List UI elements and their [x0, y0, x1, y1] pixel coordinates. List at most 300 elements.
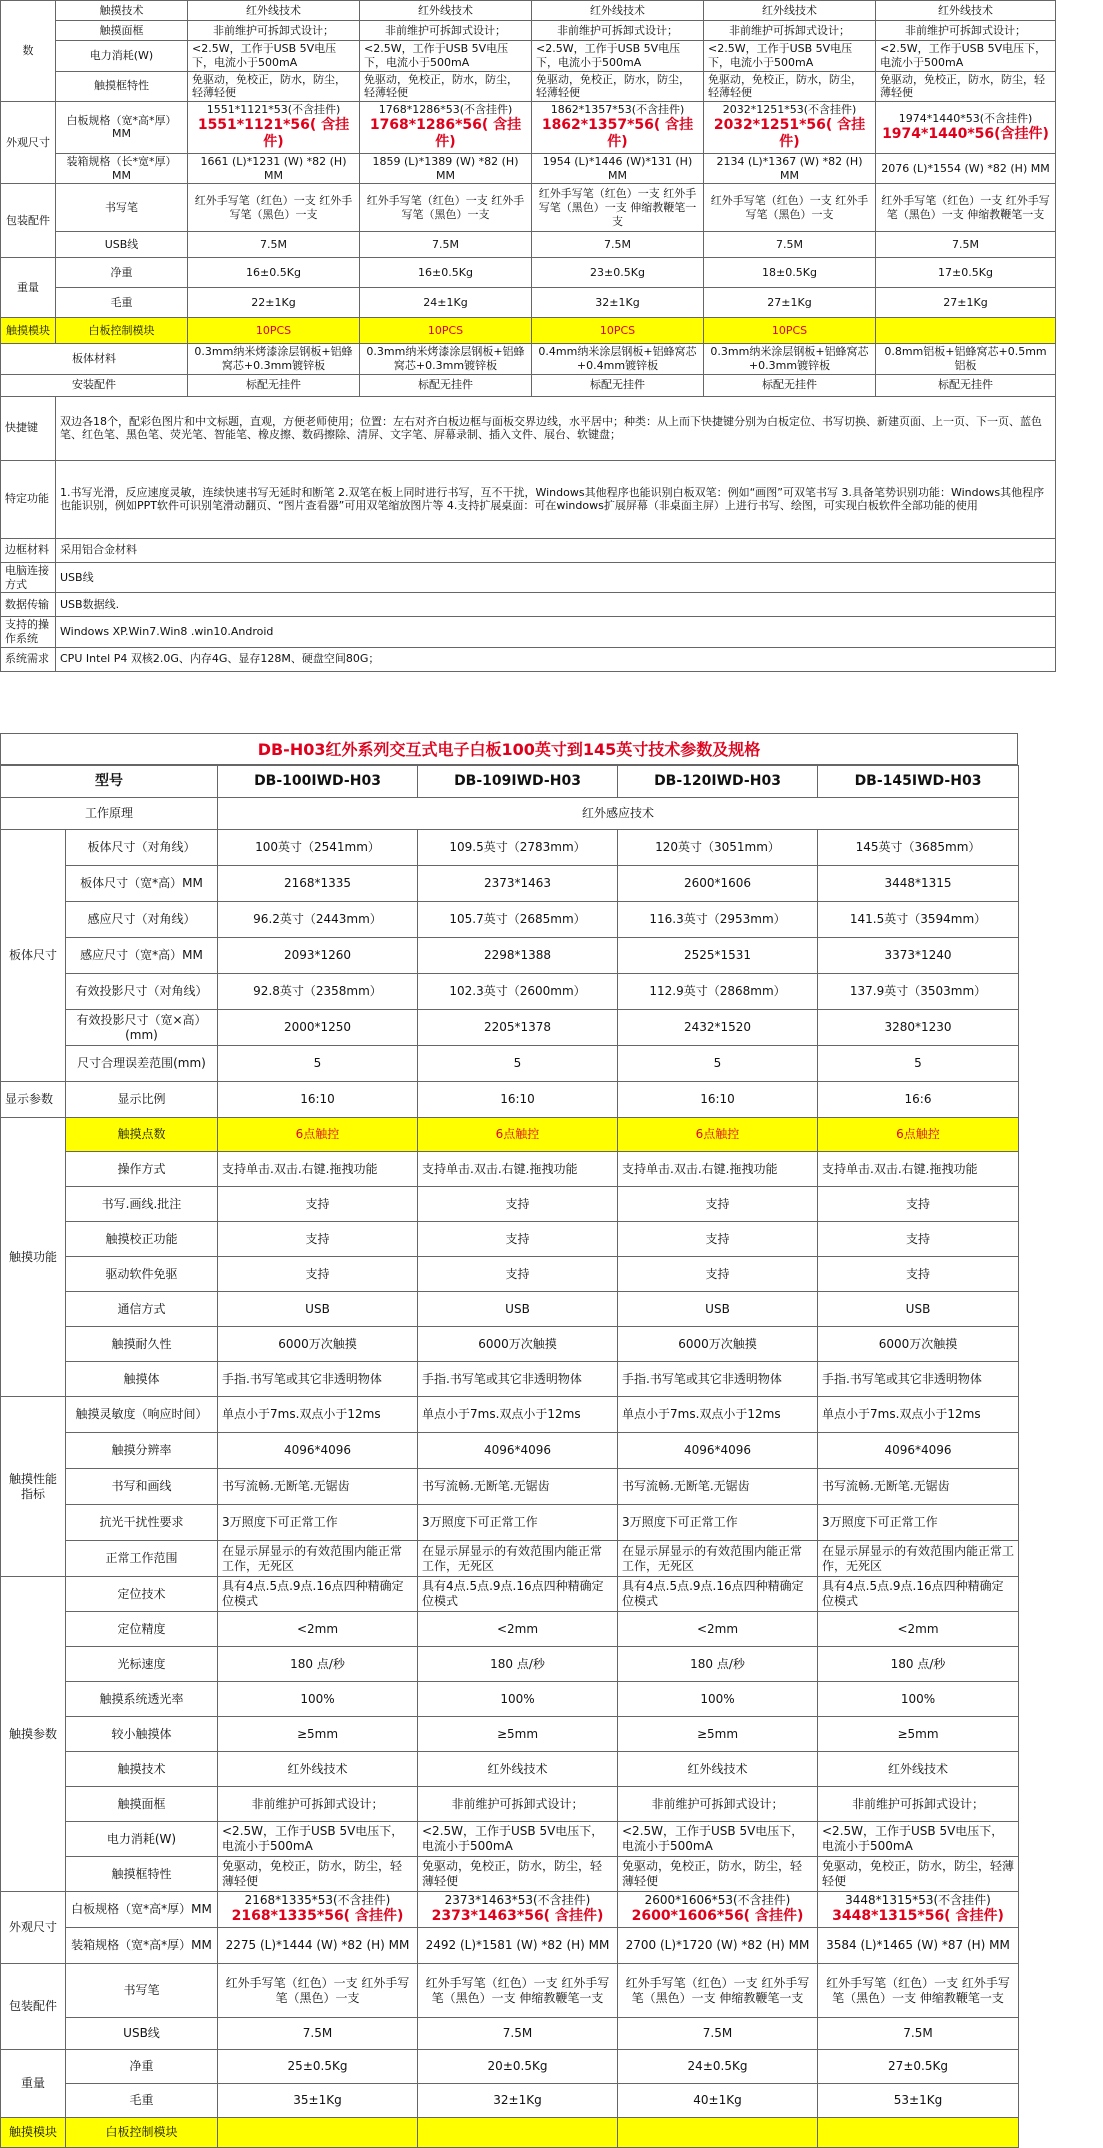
table-row: [1, 1433, 1019, 1469]
value-cell: 免驱动，免校正，防水，防尘，轻薄轻便: [188, 71, 360, 102]
board-size-text: 2373*1463*53(不含挂件): [444, 1893, 591, 1908]
model-name: DB-109IWD-H03: [418, 766, 618, 798]
row-label: 触摸面框: [56, 21, 188, 41]
value-cell: [618, 2118, 818, 2148]
row-label: 白板控制模块: [66, 2118, 218, 2148]
row-label: 较小触摸体: [66, 1717, 218, 1752]
row-label: 感应尺寸（宽*高）MM: [66, 938, 218, 974]
board-size-with-hanger: 1974*1440*56(含挂件): [882, 125, 1049, 142]
table-row: [1, 1292, 1019, 1327]
value-cell: 3万照度下可正常工作: [618, 1505, 818, 1541]
value-cell: <2.5W，工作于USB 5V电压下，电流小于500mA: [218, 1822, 418, 1857]
value-cell: 6点触控: [618, 1118, 818, 1152]
value-cell: 0.3mm纳米烤漆涂层钢板+铝蜂窝芯+0.3mm镀锌板: [360, 344, 532, 375]
group-label: 重量: [1, 258, 56, 318]
value-cell: [218, 2118, 418, 2148]
value-cell: USB: [818, 1292, 1019, 1327]
value-cell: 2093*1260: [218, 938, 418, 974]
table-row: [1, 1082, 1019, 1118]
value-cell: 24±0.5Kg: [618, 2050, 818, 2084]
value-cell: 100%: [818, 1682, 1019, 1717]
value-cell: 非前维护可拆卸式设计；: [532, 21, 704, 41]
value-cell: 10PCS: [532, 318, 704, 344]
value-cell: 4096*4096: [818, 1433, 1019, 1469]
value-cell: 2373*1463: [418, 866, 618, 902]
text-cell: Windows XP.Win7.Win8 .win10.Android: [56, 617, 1056, 648]
row-label: 电力消耗(W): [66, 1822, 218, 1857]
value-cell: 非前维护可拆卸式设计；: [818, 1787, 1019, 1822]
group-label: 触摸性能指标: [1, 1397, 66, 1577]
table-row: [1, 1612, 1019, 1647]
value-cell: 4096*4096: [418, 1433, 618, 1469]
value-cell: 5: [618, 1046, 818, 1082]
board-size-text: 3448*1315*53(不含挂件): [845, 1893, 991, 1908]
group-label: 触摸功能: [1, 1118, 66, 1397]
value-cell: 4096*4096: [618, 1433, 818, 1469]
value-cell: 6000万次触摸: [418, 1327, 618, 1362]
board-size-with-hanger: 1551*1121*56( 含挂件): [197, 116, 350, 151]
text-cell: CPU Intel P4 双核2.0G、内存4G、显存128M、硬盘空间80G；: [56, 647, 1056, 671]
table-row: [1, 153, 1056, 184]
table-row: [1, 766, 1019, 798]
model-label: 型号: [1, 766, 218, 798]
row-label: 毛重: [66, 2084, 218, 2118]
spec-table-continued: [0, 0, 1056, 672]
value-cell: 3584 (L)*1465 (W) *87 (H) MM: [818, 1928, 1019, 1964]
value-cell: 2134 (L)*1367 (W) *82 (H) MM: [704, 153, 876, 184]
value-cell: 2525*1531: [618, 938, 818, 974]
value-cell: 红外手写笔（红色）一支 红外手写笔（黑色）一支 伸缩教鞭笔一支: [618, 1964, 818, 2018]
value-cell: 17±0.5Kg: [876, 258, 1056, 288]
value-cell: 具有4点.5点.9点.16点四种精确定位模式: [218, 1577, 418, 1612]
row-label: 板体尺寸（对角线）: [66, 830, 218, 866]
board-size-text: 1551*1121*53(不含挂件): [206, 103, 341, 116]
value-cell: 非前维护可拆卸式设计；: [360, 21, 532, 41]
value-cell: 2000*1250: [218, 1010, 418, 1046]
spec-table-h03: [0, 765, 1019, 2148]
value-cell: 支持: [618, 1222, 818, 1257]
group-label: 显示参数: [1, 1082, 66, 1118]
value-cell: 7.5M: [218, 2018, 418, 2050]
row-label: 白板规格（宽*高*厚）MM: [56, 102, 188, 154]
value-cell: 0.4mm纳米涂层钢板+铝蜂窝芯+0.4mm镀锌板: [532, 344, 704, 375]
value-cell: 免驱动，免校正，防水，防尘，轻薄轻便: [704, 71, 876, 102]
value-cell: 非前维护可拆卸式设计；: [876, 21, 1056, 41]
value-cell: 40±1Kg: [618, 2084, 818, 2118]
value-cell: 7.5M: [188, 232, 360, 258]
value-cell: 22±1Kg: [188, 288, 360, 318]
row-label: 有效投影尺寸（宽×高）(mm): [66, 1010, 218, 1046]
row-label: 净重: [56, 258, 188, 288]
row-label: 触摸系统透光率: [66, 1682, 218, 1717]
value-cell: 红外线技术: [360, 1, 532, 21]
value-cell: 非前维护可拆卸式设计；: [188, 21, 360, 41]
value-cell: <2.5W，工作于USB 5V电压下，电流小于500mA: [618, 1822, 818, 1857]
value-cell: 支持: [418, 1187, 618, 1222]
value-cell: 2298*1388: [418, 938, 618, 974]
board-size-text: 2168*1335*53(不含挂件): [244, 1893, 391, 1908]
value-cell: 100%: [618, 1682, 818, 1717]
table-row: [1, 1152, 1019, 1187]
value-cell: 105.7英寸（2685mm）: [418, 902, 618, 938]
table-row: [1, 1327, 1019, 1362]
table-row: [1, 460, 1056, 538]
value-cell: 书写流畅.无断笔.无锯齿: [818, 1469, 1019, 1505]
value-cell: 112.9英寸（2868mm）: [618, 974, 818, 1010]
table-row: [1, 902, 1019, 938]
value-cell: 10PCS: [188, 318, 360, 344]
row-label: 装箱规格（宽*高*厚）MM: [66, 1928, 218, 1964]
value-cell: 支持单击.双击.右键.拖拽功能: [218, 1152, 418, 1187]
value-cell: 书写流畅.无断笔.无锯齿: [218, 1469, 418, 1505]
value-cell: 4096*4096: [218, 1433, 418, 1469]
value-cell: 109.5英寸（2783mm）: [418, 830, 618, 866]
value-cell: <2.5W，工作于USB 5V电压下，电流小于500mA: [360, 41, 532, 72]
model-name: DB-100IWD-H03: [218, 766, 418, 798]
row-label: 系统需求: [1, 647, 56, 671]
value-cell: 180 点/秒: [418, 1647, 618, 1682]
board-size-cell: [360, 102, 532, 154]
value-cell: <2.5W，工作于USB 5V电压下，电流小于500mA: [532, 41, 704, 72]
row-label: 触摸耐久性: [66, 1327, 218, 1362]
table-row: [1, 1118, 1019, 1152]
table-row: [1, 1752, 1019, 1787]
value-cell: 116.3英寸（2953mm）: [618, 902, 818, 938]
group-label: 包装配件: [1, 184, 56, 258]
value-cell: 标配无挂件: [532, 374, 704, 396]
row-label: 快捷键: [1, 396, 56, 460]
value-cell: 137.9英寸（3503mm）: [818, 974, 1019, 1010]
table-row: [1, 232, 1056, 258]
value-cell: 免驱动，免校正，防水，防尘，轻薄轻便: [532, 71, 704, 102]
row-label: 边框材料: [1, 538, 56, 562]
value-cell: 24±1Kg: [360, 288, 532, 318]
row-label: 光标速度: [66, 1647, 218, 1682]
value-cell: 3373*1240: [818, 938, 1019, 974]
table-row: [1, 344, 1056, 375]
row-label: 驱动软件免驱: [66, 1257, 218, 1292]
row-label: 触摸体: [66, 1362, 218, 1397]
value-cell: 手指.书写笔或其它非透明物体: [418, 1362, 618, 1397]
value-cell: 红外手写笔（红色）一支 红外手写笔（黑色）一支 伸缩教鞭笔一支: [418, 1964, 618, 2018]
value-cell: <2.5W，工作于USB 5V电压下，电流小于500mA: [418, 1822, 618, 1857]
value-cell: 180 点/秒: [818, 1647, 1019, 1682]
value-cell: 16:10: [418, 1082, 618, 1118]
value-cell: 单点小于7ms.双点小于12ms: [818, 1397, 1019, 1433]
row-label: 书写笔: [56, 184, 188, 232]
board-size-with-hanger: 3448*1315*56( 含挂件): [832, 1908, 1004, 1925]
table-row: [1, 593, 1056, 617]
row-label: 触摸技术: [66, 1752, 218, 1787]
board-size-text: 1974*1440*53(不含挂件): [898, 111, 1033, 125]
value-cell: 书写流畅.无断笔.无锯齿: [418, 1469, 618, 1505]
value-cell: 2168*1335: [218, 866, 418, 902]
value-cell: 红外手写笔（红色）一支 红外手写笔（黑色）一支 伸缩教鞭笔一支: [818, 1964, 1019, 2018]
value-cell: 书写流畅.无断笔.无锯齿: [618, 1469, 818, 1505]
table-row: [1, 258, 1056, 288]
value-cell: <2mm: [418, 1612, 618, 1647]
board-size-cell: [818, 1892, 1019, 1928]
table-row: [1, 617, 1056, 648]
group-label: 重量: [1, 2050, 66, 2118]
row-label: 触摸技术: [56, 1, 188, 21]
value-cell: 25±0.5Kg: [218, 2050, 418, 2084]
row-label: 触摸框特性: [66, 1857, 218, 1892]
table-row: [1, 1822, 1019, 1857]
value-cell: 3万照度下可正常工作: [818, 1505, 1019, 1541]
value-cell: 红外手写笔（红色）一支 红外手写笔（黑色）一支 伸缩教鞭笔一支: [876, 184, 1056, 232]
value-cell: 27±0.5Kg: [818, 2050, 1019, 2084]
value-cell: 16:10: [218, 1082, 418, 1118]
value-cell: USB: [218, 1292, 418, 1327]
value-cell: 53±1Kg: [818, 2084, 1019, 2118]
value-cell: ≥5mm: [418, 1717, 618, 1752]
value-cell: 单点小于7ms.双点小于12ms: [218, 1397, 418, 1433]
value-cell: 非前维护可拆卸式设计；: [218, 1787, 418, 1822]
table-row: [1, 2118, 1019, 2148]
row-label: 操作方式: [66, 1152, 218, 1187]
group-label: 触摸参数: [1, 1577, 66, 1892]
value-cell: 支持: [418, 1222, 618, 1257]
row-label: 书写.画线.批注: [66, 1187, 218, 1222]
row-label: 显示比例: [66, 1082, 218, 1118]
board-size-with-hanger: 2168*1335*56( 含挂件): [231, 1908, 404, 1925]
table-row: [1, 396, 1056, 460]
value-cell: 3万照度下可正常工作: [218, 1505, 418, 1541]
value-cell: 免驱动，免校正，防水，防尘，轻薄轻便: [218, 1857, 418, 1892]
row-label: 装箱规格（长*宽*厚）MM: [56, 153, 188, 184]
group-label: 触摸模块: [1, 318, 56, 344]
board-size-with-hanger: 1862*1357*56( 含挂件): [541, 116, 694, 151]
row-label: 触摸点数: [66, 1118, 218, 1152]
value-cell: [876, 318, 1056, 344]
value-cell: 6点触控: [418, 1118, 618, 1152]
row-label: 板体尺寸（宽*高）MM: [66, 866, 218, 902]
value-cell: 1859 (L)*1389 (W) *82 (H) MM: [360, 153, 532, 184]
table-row: [1, 374, 1056, 396]
value-cell: <2.5W，工作于USB 5V电压下，电流小于500mA: [818, 1822, 1019, 1857]
value-cell: 16±0.5Kg: [360, 258, 532, 288]
row-label: 定位技术: [66, 1577, 218, 1612]
text-cell: 采用铝合金材料: [56, 538, 1056, 562]
value-cell: 支持单击.双击.右键.拖拽功能: [418, 1152, 618, 1187]
value-cell: 27±1Kg: [704, 288, 876, 318]
value-cell: 7.5M: [418, 2018, 618, 2050]
board-size-text: 2600*1606*53(不含挂件): [644, 1893, 791, 1908]
table-row: [1, 538, 1056, 562]
value-cell: 2600*1606: [618, 866, 818, 902]
table-row: [1, 1505, 1019, 1541]
value-cell: 非前维护可拆卸式设计；: [704, 21, 876, 41]
value-cell: 2205*1378: [418, 1010, 618, 1046]
value-cell: 红外线技术: [218, 1752, 418, 1787]
row-label: 尺寸合理误差范围(mm): [66, 1046, 218, 1082]
value-cell: 6000万次触摸: [818, 1327, 1019, 1362]
text-cell: USB线: [56, 562, 1056, 593]
table-row: [1, 866, 1019, 902]
board-size-cell: [532, 102, 704, 154]
board-size-text: 1862*1357*53(不含挂件): [550, 103, 685, 116]
table-row: [1, 1257, 1019, 1292]
table-row: [1, 1, 1056, 21]
row-label: USB线: [56, 232, 188, 258]
table-row: [1, 1857, 1019, 1892]
row-label: 书写和画线: [66, 1469, 218, 1505]
text-cell: USB数据线.: [56, 593, 1056, 617]
row-label: 定位精度: [66, 1612, 218, 1647]
value-cell: 7.5M: [876, 232, 1056, 258]
row-label: 板体材料: [1, 344, 188, 375]
value-cell: 3280*1230: [818, 1010, 1019, 1046]
model-name: DB-120IWD-H03: [618, 766, 818, 798]
table-row: [1, 1469, 1019, 1505]
table-row: [1, 71, 1056, 102]
value-cell: 2432*1520: [618, 1010, 818, 1046]
value-cell: 3万照度下可正常工作: [418, 1505, 618, 1541]
table-row: [1, 21, 1056, 41]
value-cell: 具有4点.5点.9点.16点四种精确定位模式: [418, 1577, 618, 1612]
value-cell: 5: [818, 1046, 1019, 1082]
row-label: 抗光干扰性要求: [66, 1505, 218, 1541]
value-cell: 5: [418, 1046, 618, 1082]
value-cell: 支持单击.双击.右键.拖拽功能: [818, 1152, 1019, 1187]
table-row: [1, 288, 1056, 318]
value-cell: 在显示屏显示的有效范围内能正常工作，无死区: [618, 1541, 818, 1577]
value-cell: <2mm: [218, 1612, 418, 1647]
row-label: 白板规格（宽*高*厚）MM: [66, 1892, 218, 1928]
value-cell: 红外线技术: [704, 1, 876, 21]
value-cell: 16:10: [618, 1082, 818, 1118]
value-cell: 标配无挂件: [704, 374, 876, 396]
value-cell: 红外手写笔（红色）一支 红外手写笔（黑色）一支: [704, 184, 876, 232]
table-row: [1, 184, 1056, 232]
value-cell: 92.8英寸（2358mm）: [218, 974, 418, 1010]
value-cell: 16±0.5Kg: [188, 258, 360, 288]
value-cell: 支持: [418, 1257, 618, 1292]
value-cell: ≥5mm: [218, 1717, 418, 1752]
value-cell: <2mm: [818, 1612, 1019, 1647]
value-cell: 手指.书写笔或其它非透明物体: [218, 1362, 418, 1397]
value-cell: 100英寸（2541mm）: [218, 830, 418, 866]
group-label: 板体尺寸: [1, 830, 66, 1082]
value-cell: 20±0.5Kg: [418, 2050, 618, 2084]
value-cell: 100%: [418, 1682, 618, 1717]
value-cell: 6000万次触摸: [618, 1327, 818, 1362]
value-cell: 6点触控: [818, 1118, 1019, 1152]
value-cell: 支持: [618, 1187, 818, 1222]
value-cell: <2.5W，工作于USB 5V电压下，电流小于500mA: [188, 41, 360, 72]
value-cell: 32±1Kg: [418, 2084, 618, 2118]
model-name: DB-145IWD-H03: [818, 766, 1019, 798]
value-cell: 141.5英寸（3594mm）: [818, 902, 1019, 938]
value-cell: 具有4点.5点.9点.16点四种精确定位模式: [618, 1577, 818, 1612]
value-cell: 7.5M: [360, 232, 532, 258]
value-cell: 支持: [818, 1257, 1019, 1292]
value-cell: 27±1Kg: [876, 288, 1056, 318]
value-cell: 标配无挂件: [876, 374, 1056, 396]
value-cell: 红外手写笔（红色）一支 红外手写笔（黑色）一支: [218, 1964, 418, 2018]
value-cell: <2.5W，工作于USB 5V电压下，电流小于500mA: [704, 41, 876, 72]
board-size-with-hanger: 2373*1463*56( 含挂件): [431, 1908, 604, 1925]
value-cell: ≥5mm: [818, 1717, 1019, 1752]
table-row: [1, 2050, 1019, 2084]
value-cell: 在显示屏显示的有效范围内能正常工作，无死区: [218, 1541, 418, 1577]
table-row: [1, 974, 1019, 1010]
value-cell: 具有4点.5点.9点.16点四种精确定位模式: [818, 1577, 1019, 1612]
value-cell: 红外线技术: [532, 1, 704, 21]
value-cell: 7.5M: [618, 2018, 818, 2050]
text-cell: 双边各18个，配彩色图片和中文标题，直观，方便老师使用；位置：左右对齐白板边框与面板交界边线，水平居中；种类：从上而下快捷键分别为白板定位、书写切换、新建页面、上一页、下一页、蓝色笔、红色笔、黑色笔、荧光笔、智能笔、橡皮擦、数码擦除、清屏、文字笔、屏幕录制、插入文件、展台、软键盘；: [56, 396, 1056, 460]
value-cell: 145英寸（3685mm）: [818, 830, 1019, 866]
value-cell: 免驱动，免校正，防水，防尘，轻薄轻便: [418, 1857, 618, 1892]
value-cell: 非前维护可拆卸式设计；: [618, 1787, 818, 1822]
row-label: 安装配件: [1, 374, 188, 396]
value-cell: 180 点/秒: [618, 1647, 818, 1682]
value-cell: 10PCS: [360, 318, 532, 344]
value-cell: USB: [618, 1292, 818, 1327]
sheet-title: DB-H03红外系列交互式电子白板100英寸到145英寸技术参数及规格: [0, 733, 1018, 765]
row-label: 特定功能: [1, 460, 56, 538]
table-row: [1, 1541, 1019, 1577]
table-row: [1, 1577, 1019, 1612]
value-cell: 16:6: [818, 1082, 1019, 1118]
value-cell: 3448*1315: [818, 866, 1019, 902]
table-row: [1, 1682, 1019, 1717]
value-cell: 0.3mm纳米涂层钢板+铝蜂窝芯+0.3mm镀锌板: [704, 344, 876, 375]
value-cell: 支持: [218, 1222, 418, 1257]
value-cell: 红外手写笔（红色）一支 红外手写笔（黑色）一支: [188, 184, 360, 232]
board-size-with-hanger: 2600*1606*56( 含挂件): [631, 1908, 804, 1925]
value-cell: 7.5M: [704, 232, 876, 258]
row-label: 电脑连接方式: [1, 562, 56, 593]
value-cell: 支持: [818, 1187, 1019, 1222]
value-cell: 120英寸（3051mm）: [618, 830, 818, 866]
board-size-cell: [188, 102, 360, 154]
value-cell: 0.8mm铝板+铝蜂窝芯+0.5mm铝板: [876, 344, 1056, 375]
row-label: 感应尺寸（对角线）: [66, 902, 218, 938]
value-cell: 非前维护可拆卸式设计；: [418, 1787, 618, 1822]
table-row: [1, 1187, 1019, 1222]
row-label: 净重: [66, 2050, 218, 2084]
value-cell: 支持: [618, 1257, 818, 1292]
row-label: 书写笔: [66, 1964, 218, 2018]
value-cell: 7.5M: [818, 2018, 1019, 2050]
board-size-text: 1768*1286*53(不含挂件): [378, 103, 513, 116]
value-cell: 支持单击.双击.右键.拖拽功能: [618, 1152, 818, 1187]
value-cell: 23±0.5Kg: [532, 258, 704, 288]
value-cell: 红外手写笔（红色）一支 红外手写笔（黑色）一支 伸缩教鞭笔一支: [532, 184, 704, 232]
value-cell: 在显示屏显示的有效范围内能正常工作，无死区: [818, 1541, 1019, 1577]
board-size-cell: [618, 1892, 818, 1928]
row-label: 支持的操作系统: [1, 617, 56, 648]
group-label: 外观尺寸: [1, 1892, 66, 1964]
table-row: [1, 1964, 1019, 2018]
table-row: [1, 1010, 1019, 1046]
board-size-cell: [418, 1892, 618, 1928]
table-row: [1, 318, 1056, 344]
value-cell: 6点触控: [218, 1118, 418, 1152]
row-label: 通信方式: [66, 1292, 218, 1327]
value-cell: 红外手写笔（红色）一支 红外手写笔（黑色）一支: [360, 184, 532, 232]
table-row: [1, 2018, 1019, 2050]
table-row: [1, 102, 1056, 154]
value-cell: 红外线技术: [188, 1, 360, 21]
value-cell: 红外线技术: [818, 1752, 1019, 1787]
value-cell: <2.5W，工作于USB 5V电压下，电流小于500mA: [876, 41, 1056, 72]
value-cell: 单点小于7ms.双点小于12ms: [418, 1397, 618, 1433]
group-label: 触摸模块: [1, 2118, 66, 2148]
value-cell: 18±0.5Kg: [704, 258, 876, 288]
